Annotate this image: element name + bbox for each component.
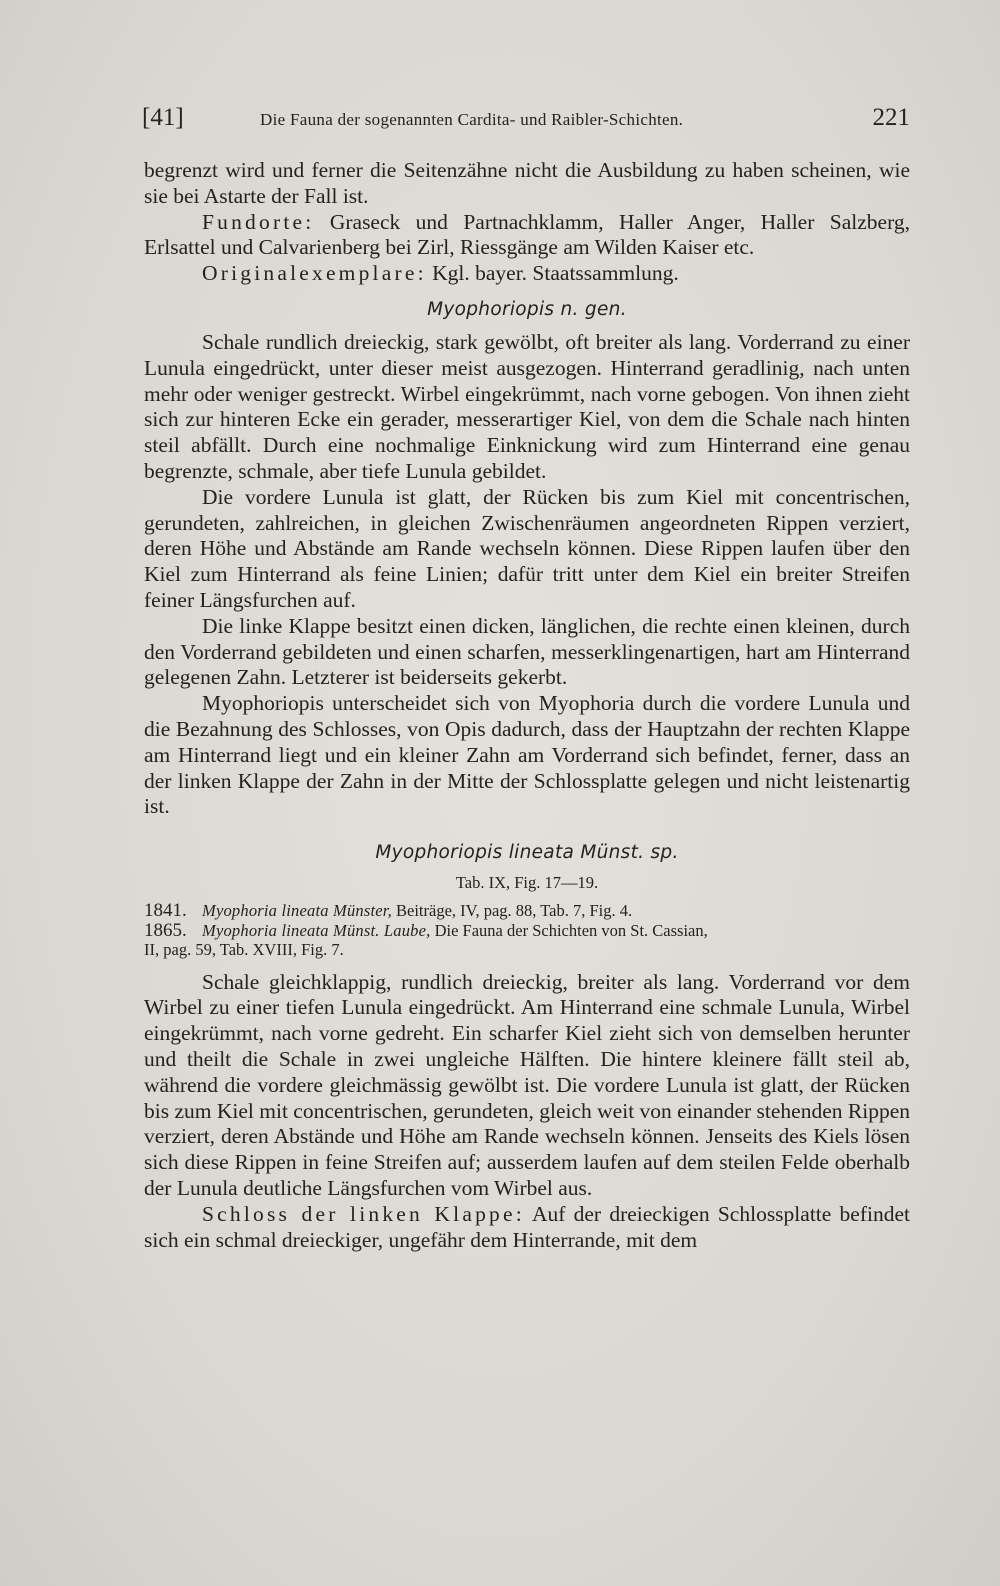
synonym-entry — [144, 921, 910, 941]
page-header — [142, 104, 910, 144]
synonym-reference: Die Fauna der Schichten von St. Cassian, — [430, 920, 708, 940]
genus-heading: Myophoriopis n. gen. — [427, 298, 627, 320]
originalexemplare-text: Kgl. bayer. Staatssammlung. — [426, 261, 679, 286]
schloss-text: Auf der dreieckigen Schlossplatte befindet sich ein schmal dreieckiger, ungefähr dem Hinterrande, mit dem — [144, 1201, 910, 1252]
page-body — [144, 158, 910, 1253]
fundorte-text: Graseck und Partnachklamm, Haller Anger, Haller Salzberg, Erlsattel und Calvarienberg bei Zirl, Riessgänge am Wilden Kaiser etc. — [144, 209, 910, 260]
originalexemplare-label: Originalexemplare: — [202, 261, 427, 286]
species-paragraph-1: Schale gleichklappig, rundlich dreieckig, breiter als lang. Vorderrand vor dem Wirbel zu einer tiefen Lunula eingedrückt. Am Hinterrand eine schmale Lunula, Wirbel eingekrümmt, nach vorne gedreht. Ein scharfer Kiel zieht sich von demselben herunter und theilt die Schale in zwei ungleiche Hälften. Die hintere kleinere fällt steil ab, während die vordere gleichmässig gewölbt ist. Die vordere Lunula ist glatt, der Rücken bis zum Kiel mit concentrischen, gerundeten, gleich weit von einander stehenden Rippen verziert, deren Abstände und Höhe am Rande wechseln können. Jenseits des Kiels lösen sich diese Rippen in feine Streifen auf; ausserdem laufen auf dem steilen Felde oberhalb der Lunula deutliche Längsfurchen vom Wirbel aus. — [144, 969, 911, 1200]
schloss-paragraph — [144, 1202, 910, 1254]
synonymy-list — [144, 901, 910, 960]
synonym-continuation: II, pag. 59, Tab. XVIII, Fig. 7. — [144, 940, 344, 960]
genus-paragraph-1: Schale rundlich dreieckig, stark gewölbt, oft breiter als lang. Vorderrand zu einer Lunula eingedrückt, unter dieser meist ausgezogen. Hinterrand geradlinig, nach unten mehr oder weniger gestreckt. Wirbel eingekrümmt, nach vorne gebogen. Von ihnen zieht sich zur hinteren Ecke ein gerader, messerartiger Kiel, von dem die Schale nach hinten steil abfällt. Durch eine nochmalige Einknickung wird zum Hinterrand eine genau begrenzte, schmale, aber tiefe Lunula gebildet. — [144, 329, 910, 483]
originalexemplare-paragraph — [144, 261, 910, 287]
genus-paragraph-3: Die linke Klappe besitzt einen dicken, länglichen, die rechte einen kleinen, durch den Vorderrand gebildeten und einen scharfen, messerklingenartigen, hart am Hinterrand gelegenen Zahn. Letzterer ist beiderseits gekerbt. — [144, 613, 910, 690]
synonym-entry — [144, 901, 910, 921]
fundorte-label: Fundorte: — [202, 209, 315, 234]
plate-reference: Tab. IX, Fig. 17—19. — [455, 873, 599, 893]
species-heading: Myophoriopis lineata Münst. sp. — [375, 842, 679, 864]
synonym-year: 1841. — [144, 900, 187, 922]
synonym-name: Myophoria lineata Münster, — [202, 901, 392, 921]
page-number-bracketed: [41] — [142, 104, 184, 131]
synonym-name: Myophoria lineata Münst. Laube, — [202, 920, 431, 940]
continued-paragraph: begrenzt wird und ferner die Seitenzähne nicht die Ausbildung zu haben scheinen, wie sie bei Astarte der Fall ist. — [144, 158, 910, 208]
schloss-label: Schloss der linken Klappe: — [202, 1201, 525, 1226]
fundorte-paragraph — [144, 210, 910, 262]
synonym-reference: Beiträge, IV, pag. 88, Tab. 7, Fig. 4. — [391, 901, 633, 921]
running-title: Die Fauna der sogenannten Cardita- und Raibler-Schichten. — [260, 110, 684, 129]
genus-paragraph-4: Myophoriopis unterscheidet sich von Myophoria durch die vordere Lunula und die Bezahnung des Schlosses, von Opis dadurch, dass der Hauptzahn der rechten Klappe am Hinterrand liegt und ein kleiner Zahn am Vorderrand sich befindet, ferner, dass an der linken Klappe der Zahn in der Mitte der Schlossplatte gelegen und nicht leistenartig ist. — [144, 691, 910, 819]
page-number: 221 — [872, 104, 910, 131]
genus-paragraph-2: Die vordere Lunula ist glatt, der Rücken bis zum Kiel mit concentrischen, gerundeten, zahlreichen, in gleichen Zwischenräumen angeordneten Rippen verziert, deren Höhe und Abstände am Rande wechseln können. Diese Rippen laufen über den Kiel zum Hinterrand als feine Linien; dafür tritt unter dem Kiel ein breiter Streifen feiner Längsfurchen auf. — [144, 484, 910, 612]
synonym-year: 1865. — [144, 919, 187, 941]
